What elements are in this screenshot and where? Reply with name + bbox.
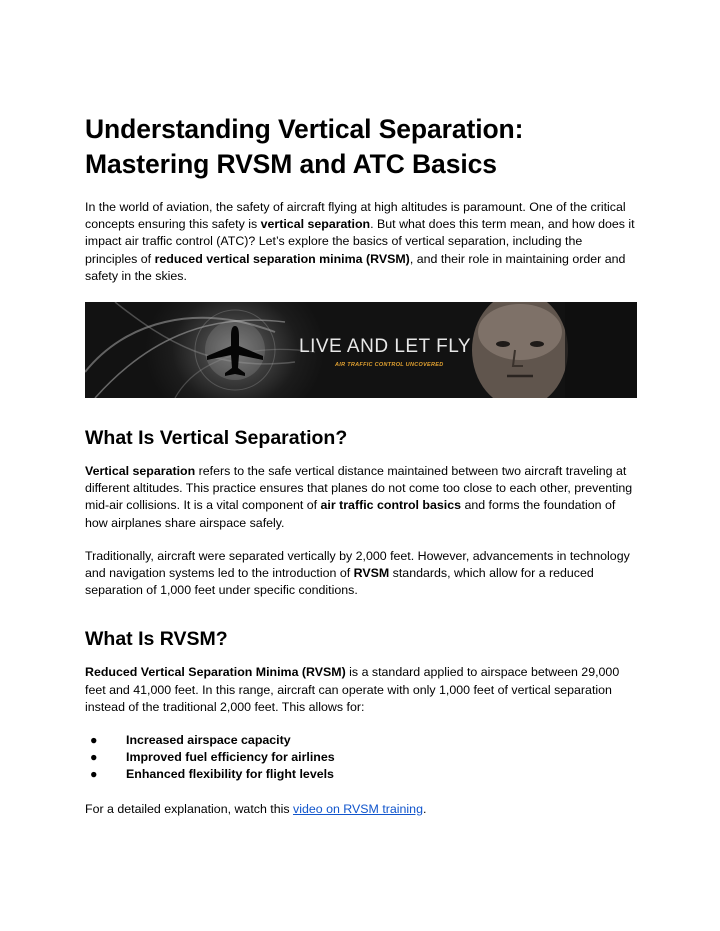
section-heading-rvsm: What Is RVSM? — [85, 628, 228, 651]
intro-bold-rvsm: reduced vertical separation minima (RVSM) — [154, 251, 410, 266]
document-content — [85, 112, 637, 818]
bullet-icon: ● — [90, 750, 98, 765]
intro-bold-vertical-separation: vertical separation — [260, 217, 371, 232]
section2-text-1: is a standard applied to airspace between 29,000 feet and 41,000 feet. In this range, aircraft can operate with only 1,000 feet of vertical separation instead of the traditional 2,000 feet. This allows for: — [85, 665, 620, 714]
section2-text-2: For a detailed explanation, watch this — [85, 801, 294, 816]
section1-paragraph-1 — [85, 463, 637, 532]
list-item-text: Enhanced flexibility for flight levels — [126, 767, 334, 782]
benefits-list — [85, 732, 637, 784]
banner-subtitle: AIR TRAFFIC CONTROL UNCOVERED — [335, 362, 444, 369]
section1-text-1: refers to the safe vertical distance maintained between two aircraft traveling at different altitudes. This practice ensures that planes do not come too close to each other, preventing mid-air collisions. It is a vital component of — [85, 464, 633, 513]
list-item-text: Improved fuel efficiency for airlines — [126, 750, 335, 765]
list-item-text: Increased airspace capacity — [126, 733, 291, 748]
section2-text-3: . — [422, 801, 427, 816]
section1-text-4: standards, which allow for a reduced separation of 1,000 feet under specific conditions. — [85, 566, 594, 598]
intro-paragraph — [85, 199, 637, 285]
intro-text-2: . But what does this term mean, and how does it impact air traffic control (ATC)? Let’s explore the basics of vertical separation, including the principles of — [85, 217, 635, 266]
video-rvsm-training-link[interactable]: video on RVSM training — [293, 801, 423, 816]
bold-rvsm: RVSM — [353, 566, 390, 581]
intro-text-3: , and their role in maintaining order and safety in the skies. — [85, 251, 626, 283]
bold-air-traffic-control-basics: air traffic control basics — [320, 498, 461, 513]
bold-vertical-separation: Vertical separation — [85, 464, 196, 479]
title-line-2: Mastering RVSM and ATC Basics — [85, 149, 497, 179]
list-item — [85, 766, 637, 783]
section-heading-vertical-separation: What Is Vertical Separation? — [85, 427, 348, 450]
banner-title: LIVE AND LET FLY — [299, 336, 472, 358]
list-item — [85, 732, 637, 749]
section2-paragraph-1 — [85, 664, 637, 716]
bullet-icon: ● — [90, 733, 98, 748]
banner-image — [85, 302, 637, 398]
section2-paragraph-2 — [85, 801, 637, 818]
page-title — [85, 112, 637, 182]
list-item — [85, 749, 637, 766]
section1-text-3: Traditionally, aircraft were separated vertically by 2,000 feet. However, advancements in technology and navigation systems led to the introduction of — [85, 548, 630, 581]
section1-text-2: and forms the foundation of how airplanes share airspace safely. — [85, 498, 616, 530]
bold-rvsm-full: Reduced Vertical Separation Minima (RVSM) — [85, 665, 346, 680]
title-line-1: Understanding Vertical Separation: — [85, 114, 524, 144]
intro-text-1: In the world of aviation, the safety of aircraft flying at high altitudes is paramount. One of the critical concepts ensuring this safety is — [85, 200, 626, 232]
bullet-icon: ● — [90, 767, 98, 782]
section1-paragraph-2 — [85, 548, 637, 600]
